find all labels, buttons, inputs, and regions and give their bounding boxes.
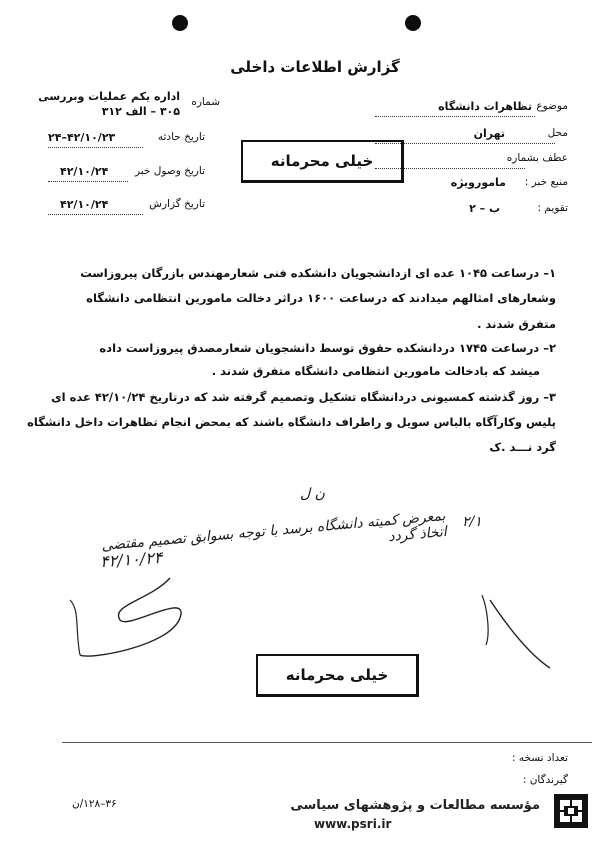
number-label: شماره: [191, 96, 220, 108]
paragraph-3-line-2: پلیس وکارآگاه بالباس سویل و راطراف دانشگاه باشند که بمحض انجام تظاهرات داخل دانشگاه: [27, 415, 556, 429]
received-date-label: تاریخ وصول خبر: [134, 165, 205, 177]
source-label: منبع خبر :: [524, 176, 568, 188]
subject-value: تظاهرات دانشگاه: [438, 100, 532, 113]
paragraph-2-line-2: میشد که بادخالت مامورین انتظامی دانشگاه متفرق شدند .: [211, 364, 540, 378]
reference-label: عطف بشماره: [506, 152, 568, 164]
incident-date-label: تاریخ حادثه: [157, 131, 205, 143]
annotation-date: ۴۲/۱۰/۲۴: [99, 547, 163, 572]
watermark-logo-icon: [553, 793, 589, 829]
classification-stamp-bottom: خیلی محرمانه: [256, 654, 419, 697]
classification-stamp-top: خیلی محرمانه: [241, 140, 404, 183]
subject-line: [375, 116, 535, 117]
paragraph-3-line-3: گرد نـــد .ک: [489, 440, 556, 454]
category-value: ب – ۲: [469, 202, 500, 215]
paragraph-1-line-1: ۱– درساعت ۱۰۴۵ عده ای ازدانشجویان دانشکده فنی شعارمهندس بازرگان پیروزاست: [80, 266, 556, 280]
incident-date-line: [48, 147, 143, 148]
annotation-initials: ن ل: [300, 486, 325, 502]
punch-hole-left: [172, 15, 188, 31]
report-date-value: ۴۲/۱۰/۲۴: [60, 198, 109, 211]
annotation-side-mark: ۲/۱: [462, 514, 482, 530]
paragraph-3-line-1: ۳– روز گذشته کمسیونی دردانشگاه تشکیل وتصمیم گرفته شد که درتاریخ ۴۲/۱۰/۲۴ عده ای: [51, 390, 556, 404]
watermark-name: مؤسسه مطالعات و پژوهشهای سیاسی: [290, 798, 540, 813]
watermark-url: www.psri.ir: [314, 817, 392, 831]
document-code: ۳۶–۱۲۸/ن: [72, 798, 117, 810]
report-date-label: تاریخ گزارش: [149, 198, 205, 210]
file-number: ۳۰۵ – الف ۳۱۲: [101, 105, 180, 118]
paragraph-1-line-2: وشعارهای امثالهم میدادند که درساعت ۱۶۰۰ دراثر دخالت مامورین انتظامی دانشگاه: [86, 291, 556, 305]
received-date-line: [48, 181, 128, 182]
paragraph-1-line-3: متفرق شدند .: [477, 317, 556, 331]
source-value: مامورویژه: [450, 176, 506, 189]
location-label: محل: [547, 127, 568, 139]
category-label: تقویم :: [537, 202, 568, 214]
location-value: تهران: [473, 127, 505, 140]
copies-label: تعداد نسخه :: [511, 752, 568, 764]
org-value: اداره یکم عملیات وبررسی: [38, 90, 180, 103]
recipients-label: گیرندگان :: [522, 774, 568, 786]
received-date-value: ۴۲/۱۰/۲۴: [60, 165, 109, 178]
footer-rule: [62, 742, 592, 743]
document-title: گزارش اطلاعات داخلی: [230, 58, 400, 76]
paragraph-2-line-1: ۲– درساعت ۱۷۴۵ دردانشکده حقوق توسط دانشجویان شعارمصدق پیروزاست داده: [99, 341, 556, 355]
subject-label: موضوع: [536, 100, 568, 112]
incident-date-value: ۴۲/۱۰/۲۳–۲۴: [48, 131, 116, 144]
annotation-text: بمعرض کمیته دانشگاه برسد با توجه بسوابق تصمیم مقتضی اتخاذ گردد: [100, 508, 448, 555]
punch-hole-right: [405, 15, 421, 31]
report-date-line: [48, 214, 143, 215]
